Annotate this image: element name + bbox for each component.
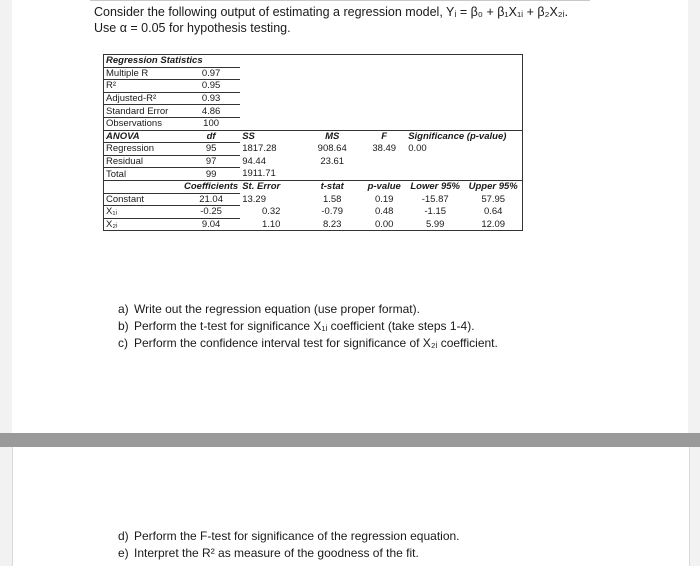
table-row: X₁ᵢ -0.25 0.32 -0.79 0.48 -1.15 0.64: [104, 206, 523, 219]
list-item: a) Write out the regression equation (use proper format).: [118, 302, 420, 316]
regression-output-table: [103, 54, 523, 231]
intro-line-2: Use α = 0.05 for hypothesis testing.: [94, 21, 291, 35]
regression-statistics-title: Regression Statistics: [104, 55, 241, 68]
table-row: Adjusted-R² 0.93: [104, 92, 523, 105]
table-row: Observations 100: [104, 117, 523, 130]
list-item: e) Interpret the R² as measure of the goodness of the fit.: [118, 546, 419, 560]
table-row: X₂ᵢ 9.04 1.10 8.23 0.00 5.99 12.09: [104, 218, 523, 231]
top-rule: [90, 0, 590, 1]
task-list-1: [118, 301, 498, 352]
table-row: Constant 21.04 13.29 1.58 0.19 -15.87 57.95: [104, 193, 523, 206]
problem-intro: [94, 4, 568, 36]
list-item: c) Perform the confidence interval test for significance of X₂ᵢ coefficient.: [118, 336, 498, 350]
coefficients-header: Coefficients St. Error t-stat p-value Lower 95% Upper 95%: [104, 180, 523, 193]
anova-header: ANOVA df SS MS F Significance (p-value): [104, 130, 523, 143]
intro-line-1: Consider the following output of estimating a regression model, Yᵢ = β₀ + β₁X₁ᵢ + β₂X₂ᵢ.: [94, 5, 569, 19]
table-row: Standard Error 4.86: [104, 105, 523, 118]
page-divider: [0, 433, 700, 447]
list-item: b) Perform the t-test for significance X₁ᵢ coefficient (take steps 1-4).: [118, 319, 475, 333]
table-row: Multiple R 0.97: [104, 67, 523, 80]
table-row: Total 99 1911.71: [104, 168, 523, 181]
table-row: Regression 95 1817.28 908.64 38.49 0.00: [104, 143, 523, 156]
task-list-2: [118, 528, 460, 562]
left-margin: [0, 0, 12, 566]
regression-statistics-header: [104, 55, 523, 68]
list-item: d) Perform the F-test for significance of the regression equation.: [118, 529, 460, 543]
table-row: Residual 97 94.44 23.61: [104, 155, 523, 168]
table-row: R² 0.95: [104, 80, 523, 93]
